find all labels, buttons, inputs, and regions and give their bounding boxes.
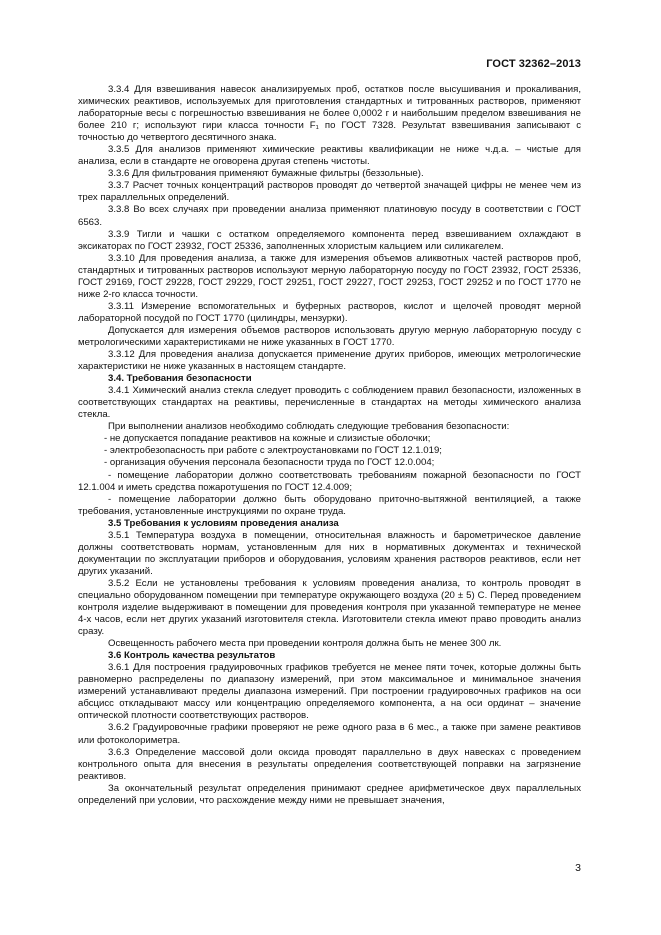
paragraph-3-4-1: 3.4.1 Химический анализ стекла следует проводить с соблюдением правил безопасности, изложенных в соответствующих стандартах на реактивы, перечисленные в стандартах на методы химического анализа стекла. — [78, 385, 581, 421]
paragraph-safety-intro: При выполнении анализов необходимо соблюдать следующие требования безопасности: — [108, 421, 510, 433]
paragraph-3-3-4: 3.3.4 Для взвешивания навесок анализируемых проб, остатков после высушивания и прокаливания, химических реактивов, используемых для приготовления стандартных и титрованных растворов, применяют лабораторные весы с погрешностью взвешивания не более 0,0002 г и наибольшим пределом взвешивания не более 210 г; используют гири класса точности F₁ по ГОСТ 7328. Результат взвешивания записывают с точностью до четвертого десятичного знака. — [78, 84, 581, 144]
paragraph-final-result: За окончательный результат определения принимают среднее арифметическое двух параллельных определений при условии, что расхождение между ними не превышает значения, — [78, 782, 581, 806]
safety-list-item: - помещение лаборатории должно быть оборудовано приточно-вытяжной вентиляцией, а также требования, установленные инструкциями по охране труда. — [78, 493, 581, 517]
paragraph-3-5-2: 3.5.2 Если не установлены требования к условиям проведения анализа, то контроль проводят в специально оборудованном помещении при температуре окружающего воздуха (20 ± 5) С. Перед проведением контроля изделие выдерживают в помещении для проведения контроля при указанной температуре не менее 4-х часов, если нет других указаний изготовителя стекла. Изготовители стекла имеют право проводить анализ сразу. — [78, 577, 581, 638]
paragraph-3-6-3: 3.6.3 Определение массовой доли оксида проводят параллельно в двух навесках с проведением контрольного опыта для внесения в результаты определения соответствующей поправки на загрязнение реактивов. — [78, 746, 581, 782]
safety-list-item: - не допускается попадание реактивов на кожные и слизистые оболочки; — [104, 433, 431, 445]
paragraph-3-3-10: 3.3.10 Для проведения анализа, а также для измерения объемов аликвотных частей растворов проб, стандартных и титрованных растворов используют мерную лабораторную посуду по ГОСТ 23932, ГОСТ 25336, ГОСТ 29169, ГОСТ 29228, ГОСТ 29229, ГОСТ 29251, ГОСТ 29227, ГОСТ 29253, ГОСТ 29252 и по ГОСТ 1770 не ниже 2-го класса точности. — [78, 252, 581, 300]
safety-list-item: - помещение лаборатории должно соответствовать требованиям пожарной безопасности по ГОСТ 12.1.004 и иметь средства пожаротушения по ГОСТ 12.4.009; — [78, 469, 581, 493]
paragraph-3-3-8: 3.3.8 Во всех случаях при проведении анализа применяют платиновую посуду в соответствии с ГОСТ 6563. — [78, 204, 581, 228]
paragraph-3-3-7: 3.3.7 Расчет точных концентраций растворов проводят до четвертой значащей цифры не менее чем из трех параллельных определений. — [78, 180, 581, 204]
safety-list-item: - электробезопасность при работе с электроустановками по ГОСТ 12.1.019; — [104, 445, 442, 457]
paragraph-3-6-1: 3.6.1 Для построения градуировочных графиков требуется не менее пяти точек, которые должны быть равномерно распределены по диапазону измерений, при этом максимальное и минимальное значения измерений устанавливают пределы диапазона измерений. При построении градуировочных графиков на оси абсцисс откладывают массу или концентрацию определяемого компонента, а на оси ординат – значение оптической плотности соответствующих растворов. — [78, 662, 581, 722]
paragraph-3-3-11: 3.3.11 Измерение вспомогательных и буферных растворов, кислот и щелочей проводят мерной лабораторной посудой по ГОСТ 1770 (цилиндры, мензурки). — [78, 300, 581, 324]
paragraph-3-3-12: 3.3.12 Для проведения анализа допускается применение других приборов, имеющих метрологические характеристики не ниже указанных в настоящем стандарте. — [78, 349, 581, 373]
paragraph-3-3-5: 3.3.5 Для анализов применяют химические реактивы квалификации не ниже ч.д.а. – чистые для анализа, если в стандарте не оговорена другая степень чистоты. — [78, 144, 581, 168]
paragraph-illumination: Освещенность рабочего места при проведении контроля должна быть не менее 300 лк. — [108, 638, 502, 650]
paragraph-3-3-6: 3.3.6 Для фильтрования применяют бумажные фильтры (беззольные). — [108, 168, 424, 180]
safety-list-item: - организация обучения персонала безопасности труда по ГОСТ 12.0.004; — [104, 457, 435, 469]
section-heading-3-5: 3.5 Требования к условиям проведения анализа — [108, 517, 339, 529]
paragraph-3-6-2: 3.6.2 Градуировочные графики проверяют не реже одного раза в 6 мес., а также при замене реактивов или фотоколориметра. — [78, 722, 581, 746]
paragraph-3-3-11-note: Допускается для измерения объемов растворов использовать другую мерную лабораторную посуду с метрологическими характеристиками не ниже указанных в ГОСТ 1770. — [78, 324, 581, 348]
paragraph-3-5-1: 3.5.1 Температура воздуха в помещении, относительная влажность и барометрическое давление должны соответствовать нормам, установленным для них в нормативных документах и технической документации по эксплуатации приборов и оборудования, условиям хранения растворов реактивов, если нет других указаний. — [78, 529, 581, 577]
document-id-header: ГОСТ 32362–2013 — [486, 58, 581, 70]
section-heading-3-6: 3.6 Контроль качества результатов — [108, 650, 276, 662]
section-heading-3-4: 3.4. Требования безопасности — [108, 373, 252, 385]
page-number: 3 — [575, 862, 581, 874]
paragraph-3-3-9: 3.3.9 Тигли и чашки с остатком определяемого компонента перед взвешиванием охлаждают в эксикаторах по ГОСТ 23932, ГОСТ 25336, заполненных хлористым кальцием или силикагелем. — [78, 228, 581, 252]
document-body — [78, 84, 581, 807]
